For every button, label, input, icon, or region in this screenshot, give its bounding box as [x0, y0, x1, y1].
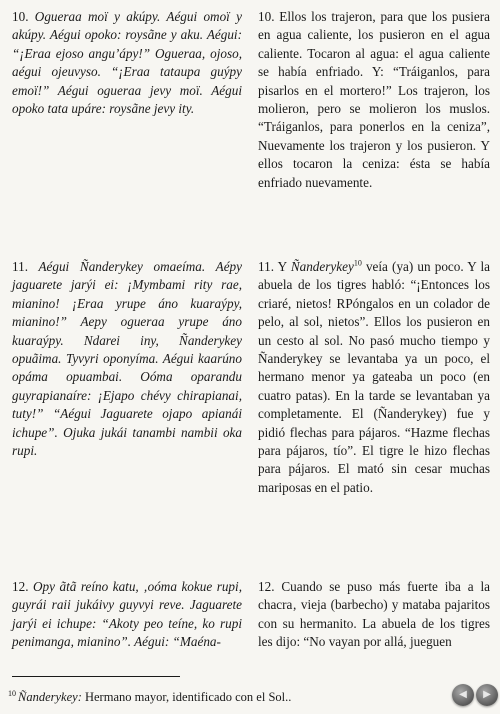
section-10-spanish — [258, 8, 490, 192]
spanish-text: veía (ya) un poco. Y la abuela de los tigres habló: “¡Entonces los criaré, nietos! RPóngalos en un colador de pelo, al sol, nietos”. Ellos los pusieron en un cesto al sol. No pasó mucho tiempo y Ñanderykey se levantaba ya un poco, el hermano menor ya gateaba un poco (en cuatro patas). En la tarde se levantaban ya completamente. El (Ñanderykey) fue y pidió flechas para pájaros. “Hazme flechas para pájaros, tío”. El tigre le hizo flechas para pájaros. El mató sin cesar muchas mariposas en el patio. — [258, 259, 490, 495]
section-12-guarani — [12, 578, 242, 652]
section-12-spanish — [258, 578, 490, 652]
section-number: 10. — [12, 9, 29, 24]
spanish-text: Cuando se puso más fuerte iba a la chacra‚ vieja (barbecho) y mataba pajaritos con su hermanito. La abuela de los tigres les dijo: “No vayan por allá, jueguen — [258, 579, 490, 650]
footnote-divider — [12, 676, 180, 677]
arrow-left-icon: ◀ — [459, 689, 467, 700]
footnote — [8, 686, 428, 705]
footnote-ref[interactable]: 10 — [353, 258, 362, 268]
name-ñanderykey: Ñanderykey — [290, 259, 354, 274]
spanish-text: Ellos los trajeron, para que los pusiera en agua caliente, los pusieron en el agua caliente. Tocaron al agua: el agua caliente se había enfriado. Y: “Tráiganlos, para pisarlos en el mortero!” Los trajeron, los molieron, pero se molieron los muslos. “Tráiganlos, para ponerlos en la ceniza”, Nuevamente los trajeron y los pusieron. Y ellos tocaron la ceniza: ésta se había enfriado nuevamente. — [258, 9, 490, 190]
footnote-number: 10 — [8, 689, 16, 698]
arrow-right-icon: ▶ — [483, 689, 491, 700]
section-number: 11. — [12, 259, 28, 274]
section-11-guarani — [12, 258, 242, 460]
guarani-text: Opy ãtã reíno katu, ‚oóma kokue rupi, guyrái raii jukáivy guyvyi reve. Jaguarete jarýi ei ichupe: “Akoty peo teíne, ko rupi penimanga, mianino”. Aégui: “Maéna- — [12, 579, 242, 650]
section-11-spanish — [258, 258, 490, 497]
section-10-guarani — [12, 8, 242, 118]
guarani-text: Aégui Ñanderykey omaeíma. Aépy jaguarete jarýi ei: ¡Mymbami rity rae, mianino! ¡Eraa yrupe áno kuaraýpy, mianino!” Aepy ogueraa yrupe áno kuaraýpy. Ndarei iny, Ñanderykey opuãima. Tyvyri oponyíma. Aégui kaarúno opáma opuambai. Oóma oparandu guyrapianaíre: ¡Ejapo chévy chirapianai, tuty!” “Aégui Jaguarete ojapo apianái ichupe”. Ojuka jukái tanambi nambii oka rupi. — [12, 259, 242, 459]
spanish-text-pre: Y — [277, 259, 291, 274]
next-page-button[interactable] — [476, 684, 498, 706]
prev-page-button[interactable] — [452, 684, 474, 706]
section-number: 12. — [258, 579, 275, 594]
footnote-text: Hermano mayor, identificado con el Sol.. — [81, 690, 292, 705]
footnote-term: Ñanderykey: — [18, 690, 82, 705]
guarani-text: Ogueraa moï y akúpy. Aégui omoï y akúpy. Aégui opoko: roysãne y aku. Aégui: “¡Eraa ejoso angu’ápy!” Ogueraa, ojoso, aégui ojeuvyso. “¡Eraa tataupa guýpy emoï!” Aégui ogueraa jevy moï. Aégui opoko tata upáre: roysãne jevy ity. — [12, 9, 242, 117]
section-number: 10. — [258, 9, 275, 24]
section-number: 12. — [12, 579, 29, 594]
section-number: 11. — [258, 259, 274, 274]
